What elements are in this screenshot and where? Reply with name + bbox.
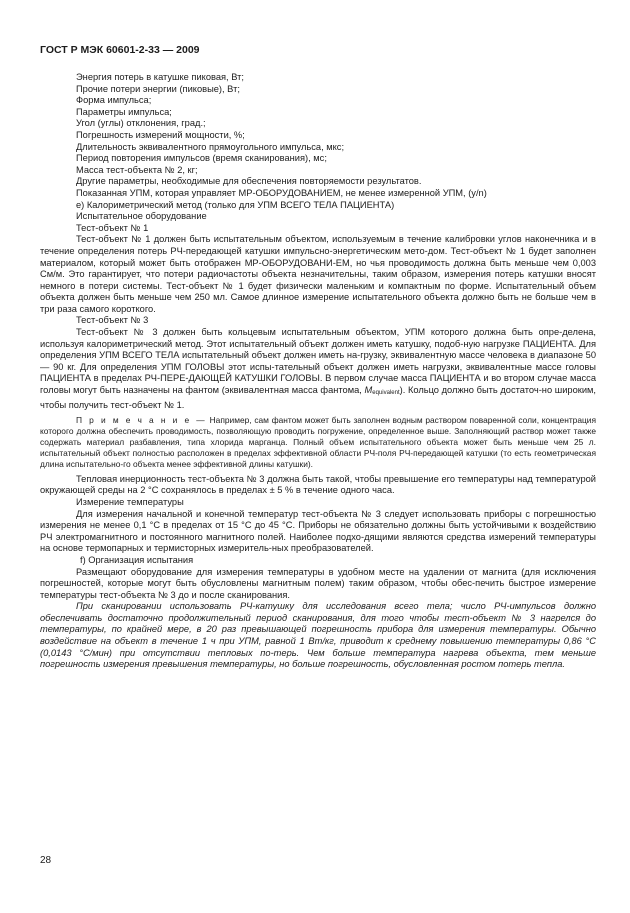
list-item: Энергия потерь в катушке пиковая, Вт; — [76, 72, 244, 82]
subsection-heading: Тест-объект № 3 — [76, 315, 149, 326]
list-item: Период повторения импульсов (время сканирования), мс; — [76, 153, 327, 164]
list-item: Масса тест-объекта № 2, кг; — [76, 164, 198, 175]
mass-symbol: M — [364, 385, 373, 396]
section-heading: e) Калориметрический метод (только для УПМ ВСЕГО ТЕЛА ПАЦИЕНТА) — [76, 199, 395, 210]
paragraph-text: Тест-объект № 3 должен быть кольцевым испытательным объектом, УПМ которого должна быть опре-делена, используя калориметрический метод. Этот испытательный объект должен иметь катушку, подоб-ную нагрузке ПАЦИЕНТА. Для определения УПМ ВСЕГО ТЕЛА испытательный объект должен иметь на-грузку, эквивалентную массе человека в диапазоне 50 — 90 кг. Для определения УПМ ГОЛОВЫ этот испы-тательный объект должен иметь нагрузки, эквивалентные массе головы ПАЦИЕНТА в пределах РЧ-ПЕРЕ-ДАЮЩЕЙ КАТУШКИ ГОЛОВЫ. В первом случае масса ПАЦИЕНТА и во втором случае масса головы могут быть назначены на фантом (эквивалентная масса фантома, — [40, 327, 596, 396]
paragraph-scanning: При сканировании использовать РЧ-катушку для исследования всего тела; число РЧ-импульсов должно обеспечивать достаточно продолжительный период сканирования, для того чтобы тест-объект № 3 нагрелся до температуры, по крайней мере, в 20 раз превышающей погрешность прибора для измерения температуры. Обычно воздействие на объект в течение 1 ч при УПМ, равной 1 Вт/кг, приводит к среднему повышению температуры 0,86 °С (0,0143 °С/мин) при отсутствии тепловых по-терь. Чем больше температура нагрева объекта, тем меньше погрешность измерения превышения температуры, но больше погрешность, обусловленная ростом потерь тепла. — [40, 601, 596, 670]
document-body — [40, 72, 596, 671]
subsection-heading: Измерение температуры — [76, 496, 184, 507]
note-text: Например, сам фантом может быть заполнен водным раствором поваренной соли, концентрация которого должна обеспечить проводимость, позволяющую проводить погружение, определенное выше. Заполняющий раствор может также содержать материал разбавления, типа хлорида марганца. Полный объем испытательного объекта может быть меньше чем 25 л. испытательный объект полностью расположен в пределах эффективной области РЧ-поля РЧ-передающей катушки (то есть геометрическая длина испытательно-го объекта менее эффективной длины катушки). — [40, 415, 596, 469]
page-number: 28 — [40, 855, 52, 866]
mass-subscript: equivalent — [372, 390, 400, 397]
list-item: Длительность эквивалентного прямоугольного импульса, мкс; — [76, 141, 345, 152]
paragraph-temperature-measurement: Для измерения начальной и конечной температур тест-объекта № 3 следует использовать приборы с погрешностью измерения не менее 0,1 °С в пределах от 15 °С до 45 °С. Приборы не обязательно должны быть устойчивыми к воздействию РЧ электромагнитного и постоянного магнитного полей. Наиболее подхо-дящими являются средства измерений температуры на основе термопарных и термисторных измеритель-ных преобразователей. — [40, 508, 596, 554]
list-item: Угол (углы) отклонения, град.; — [76, 118, 206, 129]
note-label: П р и м е ч а н и е — — [76, 415, 207, 426]
paragraph-test-object-3 — [40, 327, 596, 411]
paragraph-test-organization: Размещают оборудование для измерения температуры в удобном месте на удалении от магнита (для исключения погрешностей, которые могут быть обусловлены магнитным полем) таким образом, чтобы обес-печить быстрое измерение температуры тест-объекта № 3 до и после сканирования. — [40, 566, 596, 600]
list-item: Форма импульса; — [76, 95, 152, 106]
paragraph-thermal-inertia: Тепловая инерционность тест-объекта № 3 должна быть такой, чтобы превышение его температуры над температурой окружающей среды на 2 °С сохранялось в пределах ± 5 % в течение одного часа. — [40, 473, 596, 496]
subsection-heading: Тест-объект № 1 — [76, 222, 149, 233]
document-header: ГОСТ Р МЭК 60601-2-33 — 2009 — [40, 44, 200, 56]
list-item: Показанная УПМ, которая управляет МР-ОБОРУДОВАНИЕМ, не менее измеренной УПМ, (y/n) — [76, 187, 487, 198]
list-item: Параметры импульса; — [76, 106, 172, 117]
subsection-heading: Испытательное оборудование — [76, 211, 207, 222]
list-item: Погрешность измерений мощности, %; — [76, 129, 245, 140]
paragraph-text: ). Кольцо должно быть достаточ-но широким, чтобы получить тест-объект № 1. — [40, 385, 596, 410]
section-heading: f) Организация испытания — [80, 554, 194, 565]
list-item: Другие параметры, необходимые для обеспечения повторяемости результатов. — [76, 176, 422, 187]
list-item: Прочие потери энергии (пиковые), Вт; — [76, 83, 240, 94]
note — [40, 415, 596, 470]
paragraph-test-object-1: Тест-объект № 1 должен быть испытательным объектом, используемым в течение калибровки углов наконечника и в течение определения потерь РЧ-передающей катушки импульсно-энергетическим мето-дом. Тест-объект № 1 будет заполнен материалом, который может быть отображен МР-ОБОРУДОВАНИ-ЕМ, но чья проводимость должна быть меньше чем 0,003 См/м. Это гарантирует, что потери радиочастоты объекта незначительны, таким образом, измерения потерь катушки вносят немного в потери системы. Тест-объект № 1 будет физически маленьким и компактным по форме. Испытательный объем объекта должен быть меньше чем 250 мл. Самое длинное измерение испытательного объекта должно быть не больше чем в три раза самого короткого. — [40, 234, 596, 314]
